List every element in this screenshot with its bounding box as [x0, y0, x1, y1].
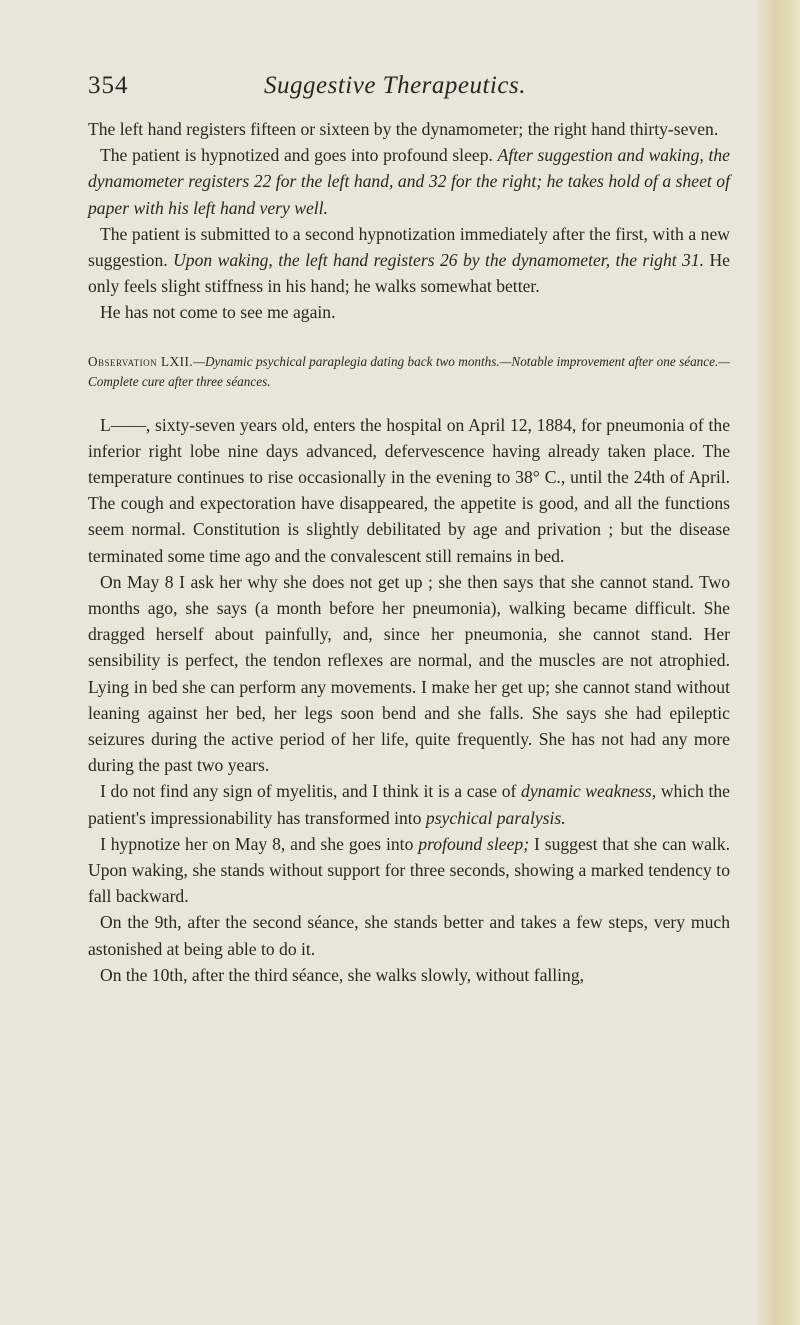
paragraph-text: He only feels slight stiffness in his hand; he walks somewhat better.: [88, 250, 730, 297]
paragraph-case-history: L——, sixty-seven years old, enters the hospital on April 12, 1884, for pneumonia of the inferior right lobe nine days advanced, defervescence having already taken place. The temperature continues to rise occasionally in the evening to 38° C., until the 24th of April. The cough and expectoration have disappeared, the appetite is good, and all the functions seem normal. Constitution is slightly debilitated by age and privation ; but the disease terminated some time ago and the convalescent still remains in bed.: [88, 414, 730, 566]
paragraph-second-hypnotization: [88, 221, 730, 300]
running-title: Suggestive Therapeutics.: [264, 72, 526, 99]
italic-text: Upon waking, the left hand registers 26 by the dynamometer, the right 31.: [173, 250, 705, 271]
paragraph-dynamometer-result: The left hand registers fifteen or sixteen by the dynamometer; the right hand thirty-seven.: [88, 119, 719, 139]
paragraph-text: I suggest that she can walk. Upon waking, she stands without support for three seconds, showing a marked tendency to fall backward.: [88, 833, 730, 907]
paragraph-text: The patient is hypnotized and goes into profound sleep.: [100, 145, 498, 166]
page-edge-shadow: [758, 0, 800, 1325]
paragraph-text: which the patient's impressionability has transformed into: [88, 781, 730, 828]
italic-text: profound sleep;: [418, 833, 530, 854]
observation-label: Observation LXII.: [88, 353, 194, 369]
paragraph-second-seance: On the 9th, after the second séance, she stands better and takes a few steps, very much astonished at being able to do it.: [88, 912, 730, 959]
paragraph-text: The patient is submitted to a second hypnotization immediately after the first, with a new suggestion.: [88, 223, 730, 271]
paragraph-text: I hypnotize her on May 8, and she goes into: [100, 833, 419, 854]
paragraph-first-hypnotization: [88, 142, 730, 221]
observation-title: —Dynamic psychical paraplegia dating back two months.—Notable improvement after one séance.—Complete cure after three séances.: [88, 353, 731, 389]
page-number: 354: [88, 72, 129, 99]
italic-text: After suggestion and waking, the dynamometer registers 22 for the left hand, and 32 for the right; he takes hold of a sheet of paper with his left hand very well.: [88, 145, 730, 218]
italic-text: dynamic weakness,: [521, 781, 657, 802]
page-header: [88, 72, 730, 106]
italic-text: psychical paralysis.: [425, 807, 566, 828]
paragraph-diagnosis: [88, 778, 730, 830]
paragraph-not-returned: He has not come to see me again.: [100, 302, 336, 323]
paragraph-third-seance: On the 10th, after the third séance, she walks slowly, without falling,: [100, 964, 585, 985]
paragraph-text: I do not find any sign of myelitis, and I think it is a case of: [100, 781, 522, 802]
paragraph-case-symptoms: On May 8 I ask her why she does not get up ; she then says that she cannot stand. Two months ago, she says (a month before her pneumonia), walking became difficult. She dragged herself about painfully, and, since her pneumonia, she cannot stand. Her sensibility is perfect, the tendon reflexes are normal, and the muscles are not atrophied. Lying in bed she can perform any movements. I make her get up; she cannot stand without leaning against her bed, her legs soon bend and she falls. She says she had epileptic seizures during the active period of her life, quite frequently. She has not had any more during the past two years.: [88, 571, 730, 776]
body-text: [88, 116, 730, 988]
observation-heading: [88, 352, 730, 392]
paragraph-first-seance: [88, 831, 730, 910]
